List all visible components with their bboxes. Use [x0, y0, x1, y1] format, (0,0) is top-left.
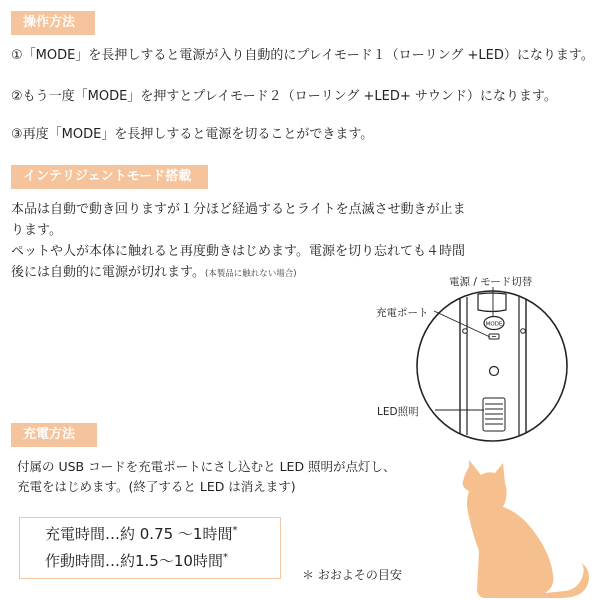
intelligent-paragraph-2-text: ペットや人が本体に触れると再度動きはじめます。電源を切り忘れても４時間後には自動的に電源が切れます。: [11, 244, 465, 280]
section-header-operation: 操作方法: [11, 11, 95, 35]
intelligent-paragraph-1: 本品は自動で動き回りますが１分ほど経過するとライトを点滅させ動きが止まります。: [11, 202, 466, 238]
section-header-intelligent: インテリジェントモード搭載: [11, 165, 208, 189]
section-header-charging: 充電方法: [11, 423, 97, 447]
footnote: ＊ おおよその目安: [302, 568, 402, 582]
device-diagram: [350, 265, 600, 455]
charge-time-asterisk: *: [232, 525, 238, 536]
label-led: LED照明: [377, 406, 419, 418]
label-charging-port: 充電ポート: [376, 307, 429, 319]
label-power-mode-switch: 電源 / モード切替: [449, 276, 533, 288]
intelligent-paragraph-2-note: (本製品に触れない場合): [204, 269, 297, 279]
sensor-icon: [490, 367, 499, 376]
charging-line-1: 付属の USB コードを充電ポートにさし込むと LED 照明が点灯し、: [17, 459, 396, 474]
run-time-text: 作動時間…約1.5〜10時間: [45, 552, 223, 570]
operation-step-3: ③再度「MODE」を長押しすると電源を切ることができます。: [11, 127, 374, 142]
operation-step-1: ①「MODE」を長押しすると電源が入り自動的にプレイモード１（ローリング +LED）になります。: [11, 48, 594, 63]
charge-time-text: 充電時間…約 0.75 〜1時間: [45, 525, 233, 543]
cat-silhouette-icon: [455, 455, 595, 600]
mode-button-text: MODE: [485, 321, 503, 328]
run-time-asterisk: *: [222, 552, 228, 563]
charging-line-2: 充電をはじめます。(終了すると LED は消えます): [17, 479, 296, 494]
charge-time: [45, 523, 237, 544]
operation-step-2: ②もう一度「MODE」を押すとプレイモード２（ローリング +LED+ サウンド）になります。: [11, 89, 557, 104]
run-time: [45, 550, 228, 571]
